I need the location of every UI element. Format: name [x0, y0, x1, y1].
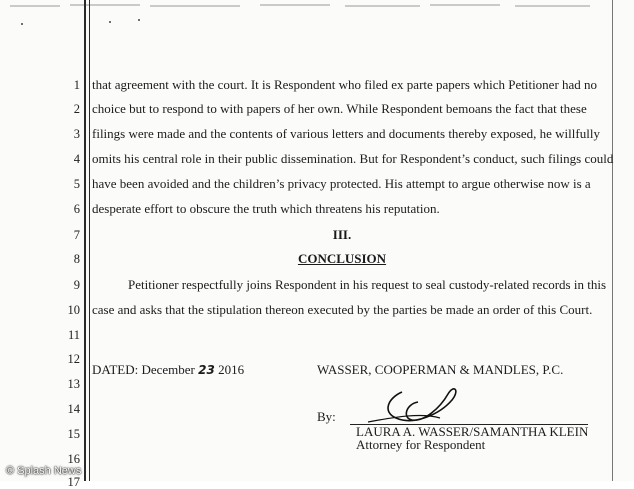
- firm-name: WASSER, COOPERMAN & MANDLES, P.C.: [317, 362, 564, 377]
- body-line: that agreement with the court. It is Respondent who filed ex parte papers which Petitioner had no: [92, 77, 598, 92]
- line-number: 4: [73, 152, 80, 166]
- line-number: 10: [67, 303, 80, 317]
- body-line: have been avoided and the children’s privacy protected. His attempt to argue otherwise now is a: [92, 176, 591, 191]
- line-number: 11: [67, 328, 80, 342]
- watermark: © Splash News: [6, 465, 82, 477]
- body-line: choice but to respond to with papers of her own. While Respondent bemoans the fact that these: [92, 101, 587, 116]
- margin-rule-left: [84, 0, 86, 481]
- conclusion-line: Petitioner respectfully joins Respondent in his request to seal custody-related records in this: [128, 277, 607, 292]
- signer-name: LAURA A. WASSER/SAMANTHA KLEIN: [356, 424, 589, 439]
- section-number: III.: [332, 227, 352, 242]
- line-number: 15: [67, 427, 80, 441]
- margin-rule-left-inner: [89, 0, 90, 481]
- body-line: filings were made and the contents of various letters and documents thereby exposed, he willfully: [92, 126, 600, 141]
- scan-header-noise: [0, 0, 634, 26]
- line-number: 17: [67, 475, 80, 489]
- line-number: 14: [67, 402, 80, 416]
- line-number: 16: [67, 452, 80, 466]
- line-number: 3: [73, 127, 80, 141]
- dated-day-handwritten: 23: [198, 363, 215, 377]
- line-number: 6: [73, 202, 80, 216]
- signer-role: Attorney for Respondent: [356, 437, 486, 452]
- body-line: omits his central role in their public dissemination. But for Respondent’s conduct, such filings could: [92, 151, 614, 166]
- line-number: 9: [73, 278, 80, 292]
- line-number: 2: [73, 102, 80, 116]
- line-number: 12: [67, 352, 80, 366]
- dated-prefix: DATED: December: [92, 362, 199, 377]
- by-label: By:: [317, 409, 336, 424]
- section-title: CONCLUSION: [297, 251, 387, 266]
- dated-year: 2016: [214, 362, 245, 377]
- line-number: 7: [73, 228, 80, 242]
- line-number: 8: [73, 252, 80, 266]
- line-number: 5: [73, 177, 80, 191]
- conclusion-line: case and asks that the stipulation thereon executed by the parties be made an order of this Court.: [92, 302, 593, 317]
- line-number: 13: [67, 377, 80, 391]
- body-line: desperate effort to obscure the truth which threatens his reputation.: [92, 201, 440, 216]
- margin-rule-right: [612, 0, 613, 481]
- dated-line: [92, 363, 244, 377]
- line-number: 1: [73, 78, 80, 92]
